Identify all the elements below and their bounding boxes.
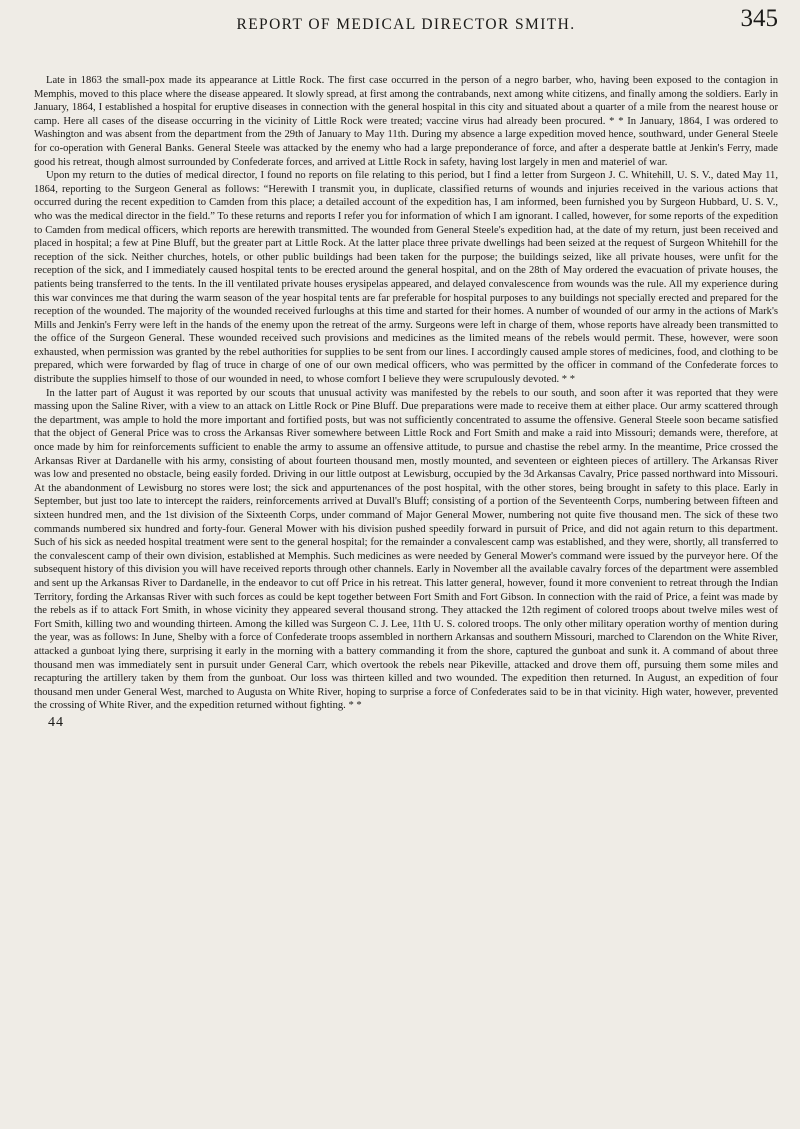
paragraph: Late in 1863 the small-pox made its appearance at Little Rock. The first case occurred in the person of a negro barber, who, having been exposed to the contagion in Memphis, moved to this place where the disease appeared. It slowly spread, at first among the contrabands, next among white citizens, and finally among the soldiers. Early in January, 1864, I established a hospital for eruptive diseases in connection with the general hospital in this city and situated about a quarter of a mile from the nearest house or camp. Here all cases of the disease occurring in the vicinity of Little Rock were treated; vaccine virus had already been procured. * * In January, 1864, I was ordered to Washington and was absent from the department from the 29th of January to May 11th. During my absence a large expedition moved hence, southward, under General Steele for co-operation with General Banks. General Steele was attacked by the enemy who had a large preponderance of force, and after a desperate battle at Jenkin's Ferry, made good his retreat, though almost surrounded by Confederate forces, and arrived at Little Rock in safety, having lost largely in men and materiel of war.: [34, 75, 778, 168]
body-text: [34, 74, 778, 713]
signature-mark: 44: [48, 714, 64, 730]
paragraph: Upon my return to the duties of medical director, I found no reports on file relating to this period, but I find a letter from Surgeon J. C. Whitehill, U. S. V., dated May 11, 1864, reporting to the Surgeon General as follows: “Herewith I transmit you, in duplicate, classified returns of wounds and injuries received in the various actions that occurred during the recent expedition to Camden from this place; a detailed account of the expedition has, I am informed, been furnished you by Surgeon Hubbard, U. S. V., who was the medical director in the field.” To these returns and reports I refer you for information of which I am ignorant. I called, however, for some reports of the expedition to Camden from medical officers, which reports are herewith transmitted. The wounded from General Steele's expedition had, at the date of my return, just been received and placed in hospital; a few at Pine Bluff, but the greater part at Little Rock. At the latter place three private dwellings had been seized at the request of Surgeon Whitehill for the reception of the sick. Neither churches, hotels, or other public buildings had been taken for the purpose; the buildings seized, like all private houses, were unfit for the reception of the sick, and I immediately caused hospital tents to be erected around the general hospital, and on the 28th of May ordered the evacuation of private houses, the patients being transferred to the tents. In the ill ventilated private houses erysipelas appeared, and delayed convalescence from wounds was the rule. All my experience during this war convinces me that during the warm season of the year hospital tents are far preferable for hospital purposes to any buildings not specially erected and prepared for the reception of the wounded. The majority of the wounded received furloughs at this time and started for their homes. A number of wounded of our army in the actions of Mark's Mills and Jenkin's Ferry were left in the hands of the enemy upon the retreat of the army. Surgeons were left in charge of them, whose reports have already been transmitted to the office of the Surgeon General. These wounded received such provisions and medicines as the limited means of the rebels would permit. These, however, were soon exhausted, when permission was granted by the rebel authorities for supplies to be sent from our lines. I accordingly caused ample stores of medicines, food, and clothing to be prepared, which were forwarded by flag of truce in charge of one of our own medical officers, who was permitted by the officer in command of the Confederate forces to distribute the supplies himself to those of our wounded in need, to whose comfort I believe they were scrupulously devoted. * *: [34, 170, 778, 386]
running-head: REPORT OF MEDICAL DIRECTOR SMITH.: [236, 16, 576, 33]
page-header: [34, 0, 778, 46]
page-number: 345: [740, 5, 778, 32]
paragraph: In the latter part of August it was reported by our scouts that unusual activity was manifested by the rebels to our south, and soon after it was reported that they were massing upon the Saline River, with a view to an attack on Little Rock or Pine Bluff. Due preparations were made to receive them at either place. Our army scattered through the department, was ample to hold the more important and fortified posts, but was not sufficiently concentrated to assume the offensive. General Steele soon became satisfied that the object of General Price was to cross the Arkansas River somewhere between Little Rock and Fort Smith and make a raid into Missouri; demands were, therefore, at once made by him for reinforcements sufficient to enable the army to assume an offensive attitude, to pursue and chastise the rebel army. In the meantime, Price crossed the Arkansas River at Dardanelle with his army, consisting of about fourteen thousand men, mostly mounted, and seventeen or eighteen pieces of artillery. The Arkansas River was low and presented no obstacle, being easily forded. Driving in our little outpost at Lewisburg, occupied by the 3d Arkansas Cavalry, Price passed northward into Missouri. At the abandonment of Lewisburg no stores were lost; the sick and appurtenances of the post hospital, with the other stores, being brought in safety to this place. Early in September, but just too late to intercept the raiders, reinforcements arrived at Duvall's Bluff; consisting of a portion of the Seventeenth Corps, numbering between fifteen and sixteen hundred men, and the 1st division of the Sixteenth Corps, under command of Major General Mower, numbering not quite five thousand men. The sick of these two commands numbered six hundred and forty-four. General Mower with his division pushed speedily forward in pursuit of Price, and did not again return to this department. Such of his sick as needed hospital treatment were sent to the general hospital; for the remainder a convalescent camp was established, and they were, shortly, all transferred to the convalescent camp of their own division, established at Memphis. Such medicines as were needed by General Mower's command were issued by the purveyor here. Of the subsequent history of this division you will have received reports through other channels. Early in November all the available cavalry forces of the department were assembled and sent up the Arkansas River to Dardanelle, in the endeavor to cut off Price in his retreat. This latter general, however, found it more convenient to retreat through the Indian Territory, fording the Arkansas River with such forces as could be kept together between Fort Smith and Fort Gibson. In connection with the raid of Price, a feint was made by the rebels as if to attack Fort Smith, in whose vicinity they appeared several thousand strong. They attacked the 12th regiment of colored troops about twelve miles west of Fort Smith, killing two and wounding thirteen. Among the killed was Surgeon C. J. Lee, 11th U. S. colored troops. The only other military operation worthy of mention during the year, was as follows: In June, Shelby with a force of Confederate troops assembled in northern Arkansas and southern Missouri, marched to Clarendon on the White River, attacked a gunboat lying there, surprising it early in the morning with a battery commanding it from the shore, captured the gunboat and sunk it. A command of about three thousand men was immediately sent in pursuit under General Carr, which overtook the rebels near Pikeville, attacked and drove them off, pursuing them some miles and recapturing the artillery taken by them from the gunboat. Our loss was thirteen killed and two wounded. The expedition then returned. In August, an expedition of four thousand men under General West, marched to Augusta on White River, hoping to surprise a force of Confederates said to be in that vicinity. High water, however, prevented the crossing of White River, and the expedition returned without fighting. * *: [34, 387, 778, 712]
